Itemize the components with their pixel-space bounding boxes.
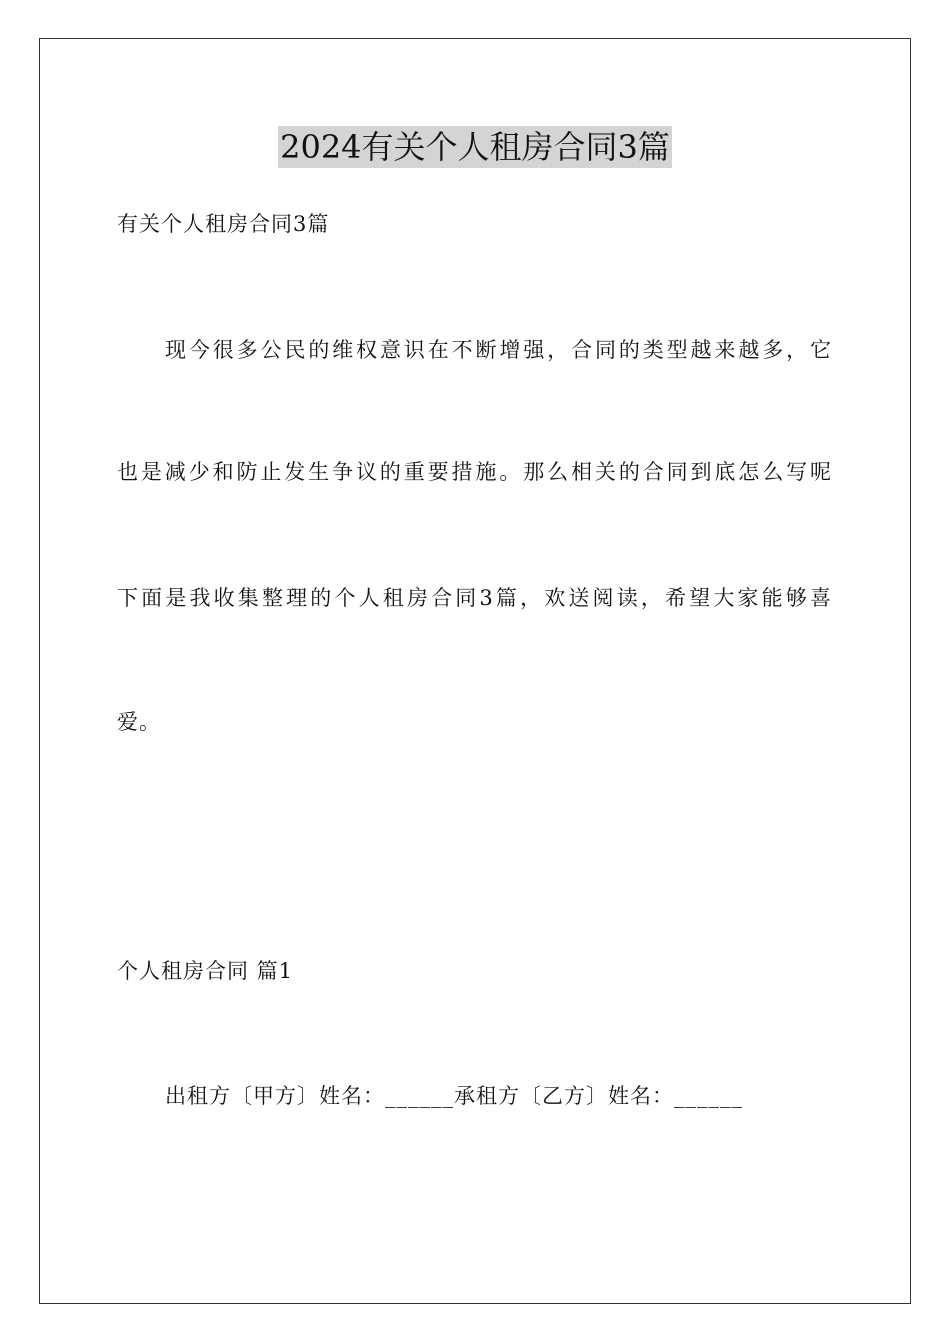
section-heading: 个人租房合同 篇1 [117, 959, 294, 983]
parties-line: 出租方〔甲方〕姓名：______承租方〔乙方〕姓名：______ [165, 1084, 743, 1108]
title-container [0, 126, 950, 168]
intro-line-1: 现今很多公民的维权意识在不断增强，合同的类型越来越多，它 [165, 338, 831, 362]
document-subtitle: 有关个人租房合同3篇 [117, 212, 330, 236]
document-title: 2024有关个人租房合同3篇 [280, 128, 670, 166]
intro-line-2: 也是减少和防止发生争议的重要措施。那么相关的合同到底怎么写呢 [117, 460, 831, 484]
intro-line-4: 爱。 [117, 710, 161, 734]
intro-line-3: 下面是我收集整理的个人租房合同3篇，欢送阅读，希望大家能够喜 [117, 586, 831, 610]
